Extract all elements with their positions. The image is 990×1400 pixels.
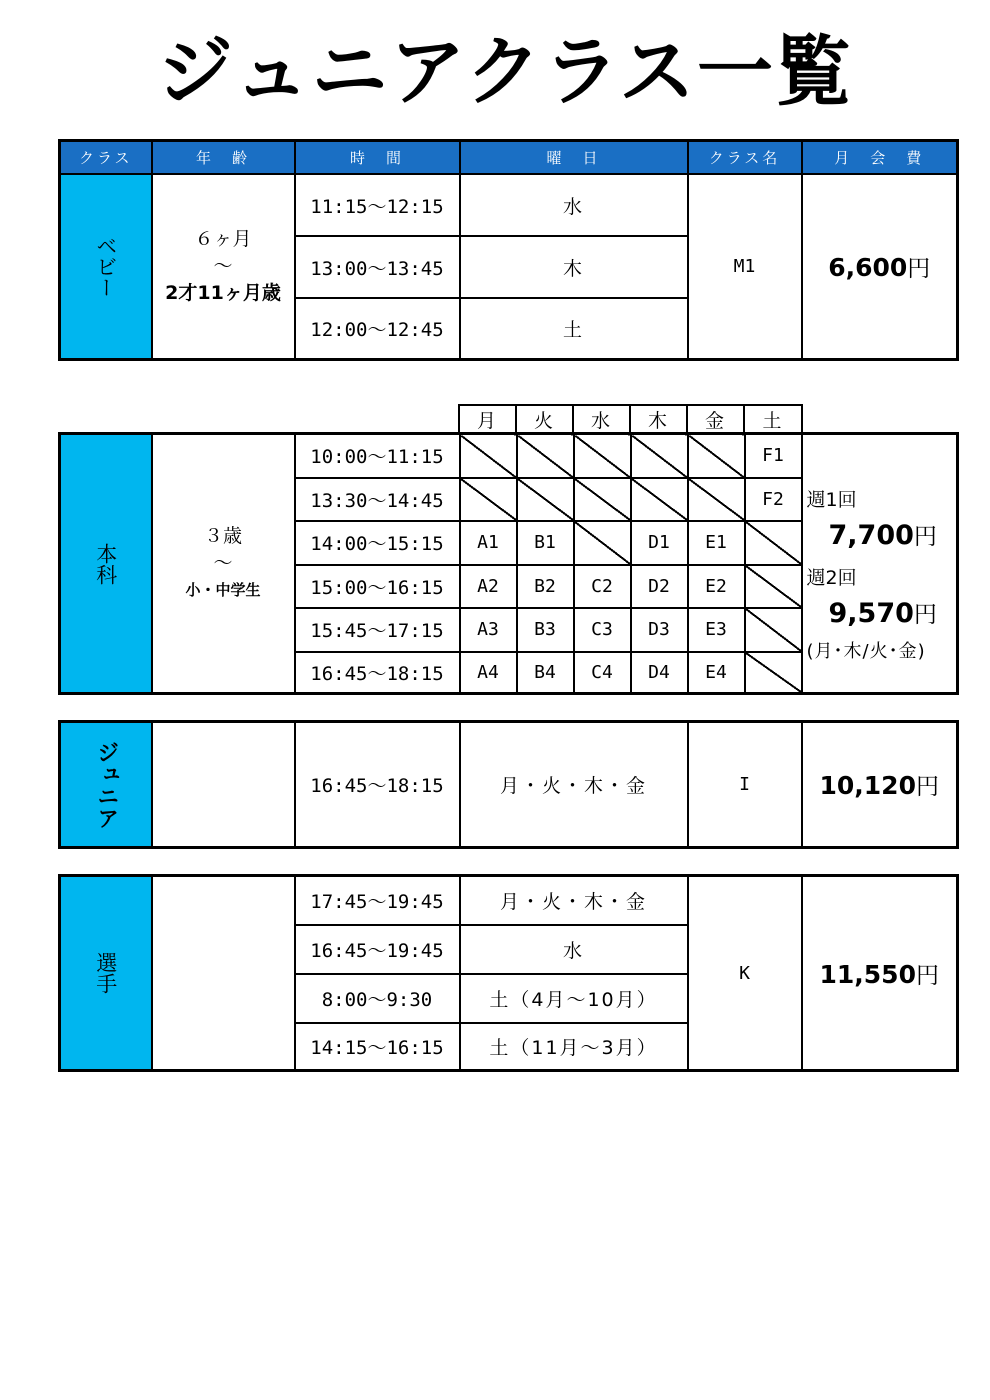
fee-cell bbox=[802, 876, 958, 1071]
page-title: ジュニアクラス一覧 bbox=[157, 27, 853, 116]
fee-unit: 円 bbox=[915, 962, 939, 989]
class-code: A3 bbox=[460, 608, 517, 652]
class-code: F2 bbox=[745, 478, 802, 521]
category-honka bbox=[60, 434, 152, 694]
class-code: C2 bbox=[574, 565, 631, 608]
weekday-sat: 土 bbox=[744, 405, 802, 434]
age-cell bbox=[152, 722, 295, 848]
day-cell: 水 bbox=[460, 174, 688, 236]
time-cell: 16:45～18:15 bbox=[295, 652, 460, 694]
junior-table bbox=[58, 720, 959, 849]
weekday-tue: 火 bbox=[516, 405, 573, 434]
class-code: B1 bbox=[517, 521, 574, 565]
time-cell: 15:45～17:15 bbox=[295, 608, 460, 652]
class-code: B3 bbox=[517, 608, 574, 652]
fee-note: (月･木/火･金) bbox=[806, 640, 926, 662]
day-cell: 土（4月～10月） bbox=[460, 974, 688, 1023]
time-cell: 10:00～11:15 bbox=[295, 434, 460, 478]
time-cell: 12:00～12:45 bbox=[295, 298, 460, 359]
weekday-wed: 水 bbox=[573, 405, 630, 434]
header-row bbox=[60, 141, 958, 175]
empty-slot bbox=[745, 608, 802, 652]
class-code: D2 bbox=[631, 565, 688, 608]
class-code: A1 bbox=[460, 521, 517, 565]
time-cell: 13:30～14:45 bbox=[295, 478, 460, 521]
category-label: 本科 bbox=[93, 542, 118, 585]
fee-week2-label: 週2回 bbox=[806, 566, 857, 589]
header-class-name: クラス名 bbox=[688, 141, 802, 175]
fee-amount: 10,120 bbox=[819, 771, 916, 800]
weekday-thu: 木 bbox=[630, 405, 687, 434]
fee-amount: 7,700 bbox=[828, 519, 914, 551]
fee-amount: 11,550 bbox=[819, 959, 916, 989]
time-cell: 11:15～12:15 bbox=[295, 174, 460, 236]
table-row bbox=[60, 174, 958, 236]
day-cell: 木 bbox=[460, 236, 688, 298]
age-cell bbox=[152, 876, 295, 1071]
class-code: D1 bbox=[631, 521, 688, 565]
table-row bbox=[60, 722, 958, 848]
age-cell bbox=[152, 434, 295, 694]
empty-slot bbox=[745, 521, 802, 565]
fee-amount: 6,600 bbox=[828, 252, 908, 282]
day-cell: 月・火・木・金 bbox=[460, 876, 688, 925]
empty-slot bbox=[517, 434, 574, 478]
class-code: C3 bbox=[574, 608, 631, 652]
weekday-mon: 月 bbox=[459, 405, 516, 434]
header-age: 年 齢 bbox=[152, 141, 295, 175]
time-cell: 14:15～16:15 bbox=[295, 1023, 460, 1071]
day-cell: 月・火・木・金 bbox=[460, 722, 688, 848]
fee-cell bbox=[802, 722, 958, 848]
empty-slot bbox=[631, 434, 688, 478]
age-line: 2才11ヶ月歳 bbox=[165, 281, 281, 304]
class-code: F1 bbox=[745, 434, 802, 478]
time-cell: 13:00～13:45 bbox=[295, 236, 460, 298]
header-day: 曜 日 bbox=[460, 141, 688, 175]
fee-unit: 円 bbox=[913, 523, 937, 550]
age-line: ３歳 bbox=[203, 525, 242, 547]
class-code: D3 bbox=[631, 608, 688, 652]
day-cell: 土 bbox=[460, 298, 688, 359]
category-junior bbox=[60, 722, 152, 848]
table-row bbox=[60, 876, 958, 925]
class-code: E1 bbox=[688, 521, 745, 565]
age-line: 小・中学生 bbox=[185, 581, 261, 599]
empty-slot bbox=[574, 478, 631, 521]
fee-unit: 円 bbox=[915, 774, 939, 800]
header-time: 時 間 bbox=[295, 141, 460, 175]
empty-slot bbox=[460, 478, 517, 521]
time-cell: 16:45～18:15 bbox=[295, 722, 460, 848]
fee-cell bbox=[802, 434, 958, 694]
fee-unit: 円 bbox=[907, 255, 931, 282]
empty-slot bbox=[688, 478, 745, 521]
class-code: E3 bbox=[688, 608, 745, 652]
category-label: ベビー bbox=[93, 234, 118, 298]
empty-slot bbox=[574, 434, 631, 478]
empty-slot bbox=[631, 478, 688, 521]
empty-slot bbox=[745, 652, 802, 694]
table-row bbox=[60, 434, 958, 478]
empty-slot bbox=[688, 434, 745, 478]
header-class: クラス bbox=[60, 141, 152, 175]
fee-amount: 9,570 bbox=[828, 597, 914, 629]
age-line: ～ bbox=[213, 254, 233, 277]
class-code: B4 bbox=[517, 652, 574, 694]
class-code: E4 bbox=[688, 652, 745, 694]
age-line: ～ bbox=[213, 552, 233, 574]
class-code: B2 bbox=[517, 565, 574, 608]
fee-week2 bbox=[807, 596, 957, 629]
class-name-cell: K bbox=[688, 876, 802, 1071]
day-cell: 土（11月～3月） bbox=[460, 1023, 688, 1071]
fee-week1 bbox=[807, 518, 957, 551]
class-code: A2 bbox=[460, 565, 517, 608]
time-cell: 16:45～19:45 bbox=[295, 925, 460, 974]
class-name-cell: I bbox=[688, 722, 802, 848]
time-cell: 8:00～9:30 bbox=[295, 974, 460, 1023]
empty-slot bbox=[745, 565, 802, 608]
category-baby bbox=[60, 174, 152, 359]
day-cell: 水 bbox=[460, 925, 688, 974]
fee-unit: 円 bbox=[913, 601, 937, 628]
class-code: C4 bbox=[574, 652, 631, 694]
fee-week1-label: 週1回 bbox=[806, 488, 857, 511]
time-cell: 17:45～19:45 bbox=[295, 876, 460, 925]
age-cell bbox=[152, 174, 295, 359]
class-name-cell: M1 bbox=[688, 174, 802, 359]
header-fee: 月 会 費 bbox=[802, 141, 958, 175]
empty-slot bbox=[517, 478, 574, 521]
empty-slot bbox=[460, 434, 517, 478]
weekday-fri: 金 bbox=[687, 405, 744, 434]
class-code: D4 bbox=[631, 652, 688, 694]
category-senshu bbox=[60, 876, 152, 1071]
class-code: E2 bbox=[688, 565, 745, 608]
category-label: 選手 bbox=[93, 952, 118, 994]
senshu-table bbox=[58, 874, 959, 1072]
class-code: A4 bbox=[460, 652, 517, 694]
age-line: ６ヶ月 bbox=[194, 227, 252, 250]
fee-cell bbox=[802, 174, 958, 359]
empty-slot bbox=[574, 521, 631, 565]
category-label: ジュニア bbox=[93, 740, 119, 829]
time-cell: 14:00～15:15 bbox=[295, 521, 460, 565]
weekday-header bbox=[458, 404, 803, 435]
time-cell: 15:00～16:15 bbox=[295, 565, 460, 608]
baby-table bbox=[58, 139, 959, 361]
honka-table bbox=[58, 432, 959, 695]
